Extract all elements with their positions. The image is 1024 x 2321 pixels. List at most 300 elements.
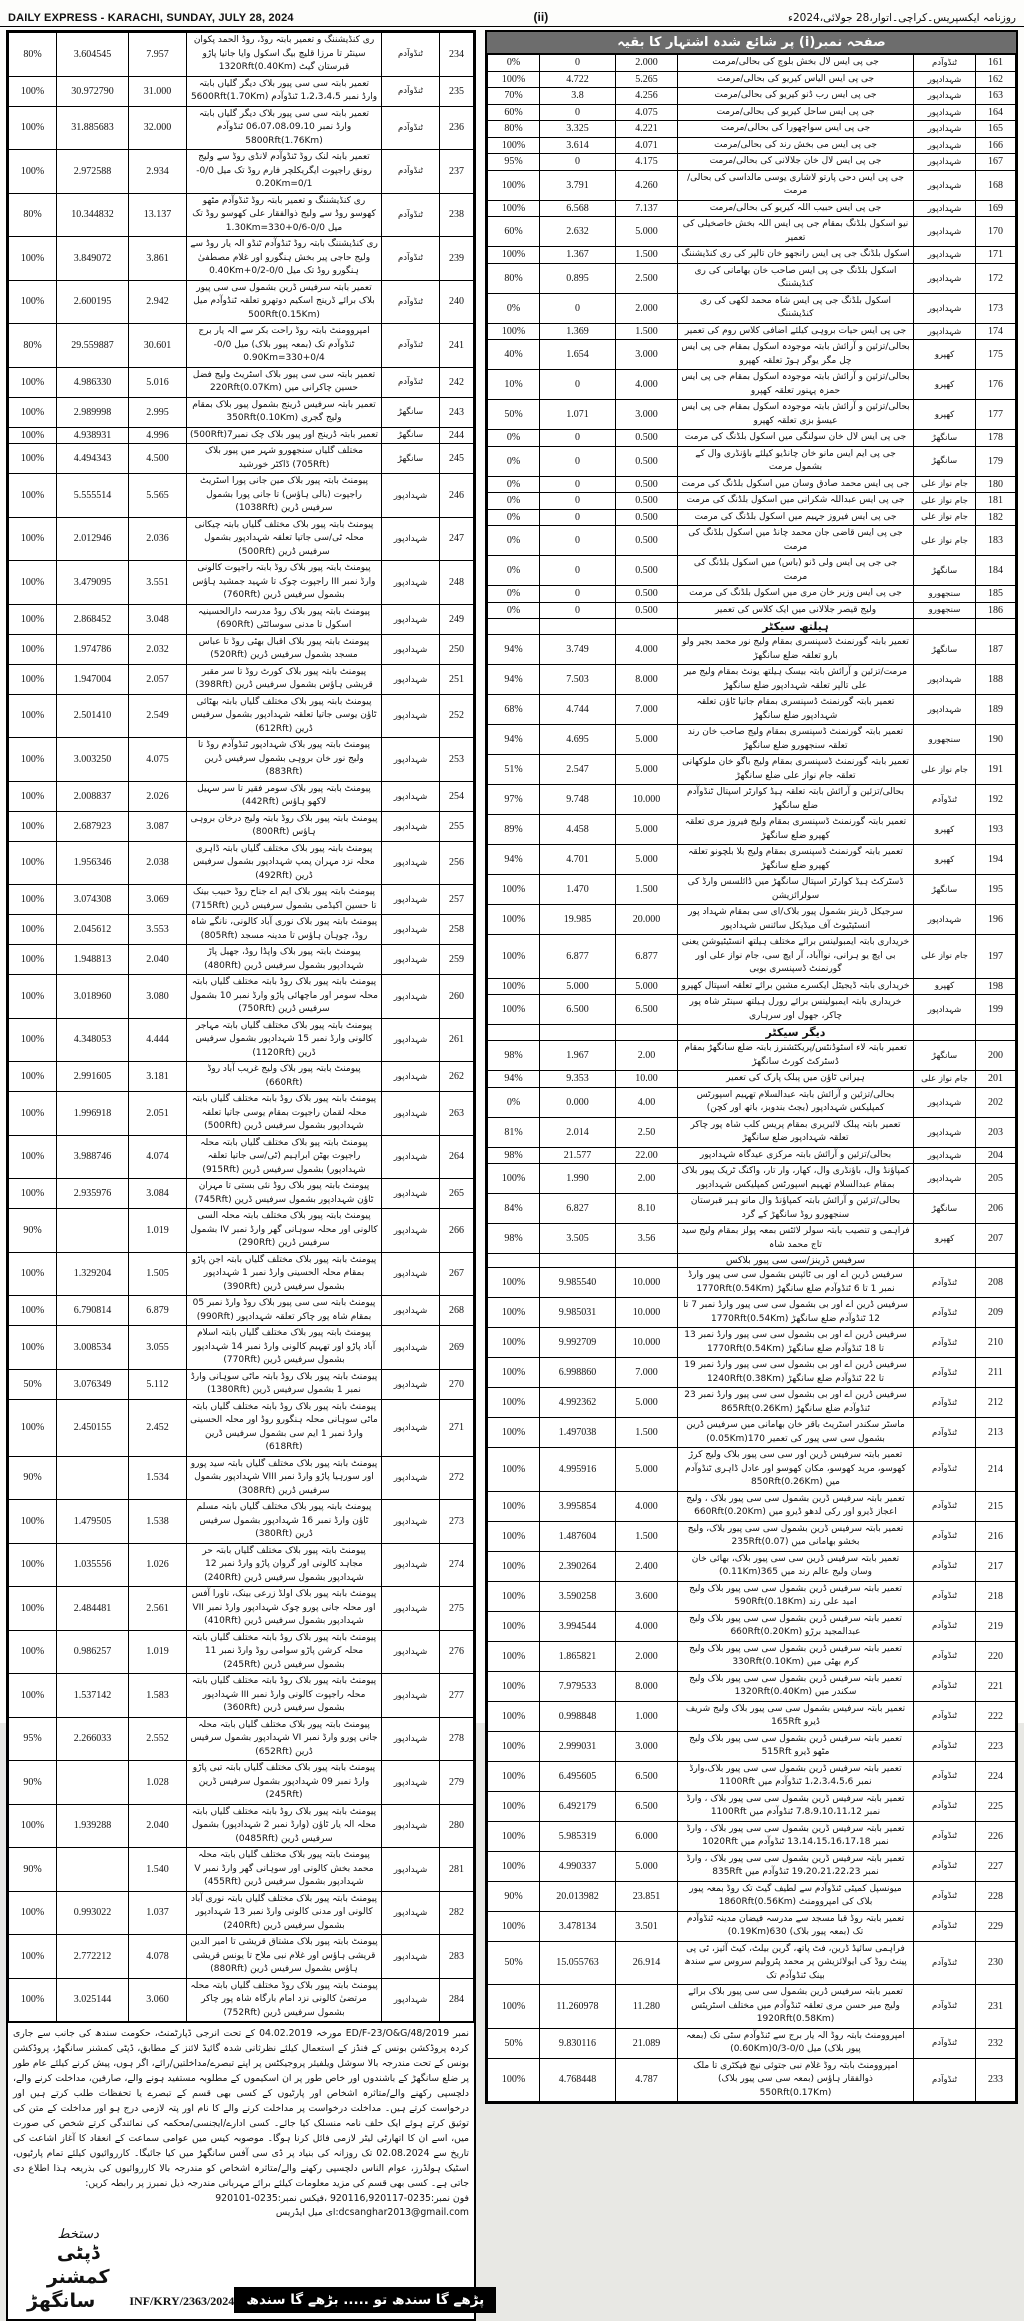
work-description: کمپاؤنڈ وال، باؤنڈری وال، کھار، وار تار، واکنگ ٹریک پیور بلاک بمقام عبدالسلام تھہیم اسپورٹس کمپلیکس شہدادپور — [678, 1164, 914, 1194]
taluka: ٹنڈوآدم — [914, 1448, 976, 1492]
work-description: تعمیر بابتہ سرفیس ڈرین بشمول سی سی پیور بلاک،وارڈ نمبر 1،2،3،4،5،6 ٹنڈوآدم میں 1100Rft — [678, 1761, 914, 1791]
taluka: جام نواز علی — [914, 476, 976, 493]
expenditure: 2.991605 — [57, 1062, 129, 1092]
progress-percent: 100% — [488, 1298, 540, 1328]
expenditure: 6.877 — [540, 935, 616, 979]
table-row — [488, 1448, 1016, 1492]
progress-percent: 100% — [9, 561, 57, 605]
serial-number: 164 — [976, 104, 1016, 121]
estimated-cost: 7.000 — [616, 1358, 678, 1388]
estimated-cost: 2.50 — [616, 1117, 678, 1147]
estimated-cost: 2.942 — [129, 280, 187, 324]
progress-percent: 50% — [488, 1941, 540, 1985]
expenditure: 3.8 — [540, 88, 616, 105]
estimated-cost: 8.000 — [616, 665, 678, 695]
work-description: جی پی ایس حیات بروہی کیلئے اضافی کلاس روم کی تعمیر — [678, 323, 914, 340]
expenditure: 0 — [540, 476, 616, 493]
expenditure: 3.478134 — [540, 1911, 616, 1941]
progress-percent: 100% — [488, 978, 540, 995]
expenditure: 2.266033 — [57, 1717, 129, 1761]
progress-percent: 100% — [9, 604, 57, 634]
taluka: شہدادپور — [382, 1135, 440, 1179]
work-description: تعمیر بابتہ سرفیس بشمول سی سی پیور بلاک ولیج شریف ڈیرو 165Rft — [678, 1701, 914, 1731]
section-title: دیگر سیکٹر — [678, 1025, 914, 1041]
table-row — [488, 370, 1016, 400]
estimated-cost: 5.000 — [616, 1448, 678, 1492]
progress-percent: 0% — [488, 556, 540, 586]
expenditure: 15.055763 — [540, 1941, 616, 1985]
work-description: تعمیر بابتہ لاء اسٹوڈنٹس/پریکٹشنرز بابتہ ضلع سانگھڑ بمقام ڈسٹرکٹ کورٹ سانگھڑ — [678, 1041, 914, 1071]
table-row — [488, 1641, 1016, 1671]
expenditure: 1.367 — [540, 247, 616, 264]
estimated-cost: 8.000 — [616, 1671, 678, 1701]
table-row — [488, 875, 1016, 905]
progress-percent: 0% — [488, 430, 540, 447]
table-row — [488, 725, 1016, 755]
progress-percent: 0% — [488, 55, 540, 72]
expenditure: 9.353 — [540, 1071, 616, 1088]
table-row — [9, 915, 474, 945]
taluka: سانگھڑ — [382, 427, 440, 444]
progress-percent: 100% — [9, 1326, 57, 1370]
progress-percent: 100% — [9, 150, 57, 194]
right-column — [485, 30, 1018, 2104]
work-description: سرفیس ڈرین اے اور بی بشمول سی سی پیور وارڈ نمبر 7 تا 12 ٹنڈوآدم ضلع سانگھڑ 1770Rft(0.54Km) — [678, 1298, 914, 1328]
table-row — [9, 664, 474, 694]
serial-number: 193 — [976, 815, 1016, 845]
expenditure: 0.993022 — [57, 1891, 129, 1935]
progress-percent: 100% — [488, 1911, 540, 1941]
work-description: سرفیس ڈرین اے اور بی بشمول سی سی پیور وارڈ نمبر 13 تا 18 ٹنڈوآدم ضلع سانگھڑ 1770Rft(0.54Km) — [678, 1328, 914, 1358]
expenditure: 3.074308 — [57, 885, 129, 915]
serial-number: 283 — [440, 1935, 474, 1979]
taluka: ٹنڈوآدم — [914, 1328, 976, 1358]
serial-number: 270 — [440, 1369, 474, 1399]
estimated-cost: 0.500 — [616, 602, 678, 619]
progress-percent: 100% — [488, 875, 540, 905]
table-row — [9, 1761, 474, 1805]
taluka: کھپرو — [914, 815, 976, 845]
progress-percent: 100% — [488, 1821, 540, 1851]
taluka: شہدادپور — [382, 1891, 440, 1935]
taluka: ٹنڈوآدم — [914, 1268, 976, 1298]
estimated-cost: 4.00 — [616, 1087, 678, 1117]
taluka: شہدادپور — [382, 1179, 440, 1209]
estimated-cost: 3.060 — [129, 1978, 187, 2022]
taluka: شہدادپور — [382, 1456, 440, 1500]
expenditure — [57, 1848, 129, 1892]
taluka: سانگھڑ — [914, 1041, 976, 1071]
serial-number: 267 — [440, 1252, 474, 1296]
expenditure: 10.344832 — [57, 193, 129, 237]
progress-percent: 50% — [488, 2028, 540, 2058]
serial-number: 211 — [976, 1358, 1016, 1388]
expenditure: 2.014 — [540, 1117, 616, 1147]
estimated-cost: 7.137 — [616, 200, 678, 217]
estimated-cost: 13.137 — [129, 193, 187, 237]
taluka: ٹنڈوآدم — [914, 1611, 976, 1641]
progress-percent: 84% — [488, 1194, 540, 1224]
serial-number: 265 — [440, 1179, 474, 1209]
expenditure: 9.985540 — [540, 1268, 616, 1298]
estimated-cost: 6.877 — [616, 935, 678, 979]
expenditure: 3.995854 — [540, 1491, 616, 1521]
empty-cell — [488, 1025, 540, 1041]
expenditure: 5.555514 — [57, 474, 129, 518]
taluka: شہدادپور — [914, 1087, 976, 1117]
work-description: تعمیر بابتہ گورنمنٹ ڈسپنسری بمقام ولیج باگو خان ملوکھانی تعلقہ جام نواز علی ضلع سانگھڑ — [678, 755, 914, 785]
taluka: شہدادپور — [914, 293, 976, 323]
table-row — [9, 1587, 474, 1631]
work-description: ماسٹر سکندر اسٹریٹ باقر خان بھامانی میں سرفیس ڈرین بشمول سی سی پیور کی تعمیر 170(0.05Km) — [678, 1418, 914, 1448]
progress-percent: 80% — [9, 193, 57, 237]
estimated-cost: 4.256 — [616, 88, 678, 105]
taluka: شہدادپور — [382, 1369, 440, 1399]
estimated-cost: 1.505 — [129, 1252, 187, 1296]
work-description: جی پی ایس قاضی جان محمد چانڈ میں اسکول بلڈنگ کی مرمت — [678, 526, 914, 556]
taluka: شہدادپور — [382, 781, 440, 811]
estimated-cost: 4.175 — [616, 154, 678, 171]
progress-percent: 94% — [488, 1071, 540, 1088]
serial-number: 190 — [976, 725, 1016, 755]
taluka: سانگھڑ — [914, 556, 976, 586]
estimated-cost: 3.501 — [616, 1911, 678, 1941]
progress-percent: 100% — [9, 634, 57, 664]
estimated-cost: 2.00 — [616, 1164, 678, 1194]
serial-number: 176 — [976, 370, 1016, 400]
taluka: ٹنڈوآدم — [914, 1985, 976, 2029]
progress-percent: 100% — [488, 1164, 540, 1194]
table-row — [488, 476, 1016, 493]
serial-number: 203 — [976, 1117, 1016, 1147]
table-row — [488, 695, 1016, 725]
table-row — [9, 1326, 474, 1370]
serial-number: 170 — [976, 217, 1016, 247]
work-description: فراہمی و تنصیب بابتہ سولر لائٹس بمعہ پولز بمقام ولیج سید تاج محمد شاہ — [678, 1224, 914, 1254]
work-description: تعمیر بابتہ سرفیس ڈرین بشمول سی سی پیور بلاک ، وارڈ نمبر 13،14،15،16،17،18 ٹنڈوآدم میں 1020Rft — [678, 1821, 914, 1851]
taluka: شہدادپور — [914, 263, 976, 293]
masthead-title-en: DAILY EXPRESS - KARACHI, SUNDAY, JULY 28, 2024 — [8, 12, 294, 24]
table-row — [488, 526, 1016, 556]
estimated-cost: 1.500 — [616, 1418, 678, 1448]
work-description: بحالی/تزئین و آرائش بابتہ عبدالسلام تھہیم اسپورٹس کمپلیکس شہدادپور (بجٹ بندوبز، باتھ اور کچن) — [678, 1087, 914, 1117]
taluka: کھپرو — [914, 400, 976, 430]
serial-number: 246 — [440, 474, 474, 518]
serial-number: 262 — [440, 1062, 474, 1092]
progress-percent: 94% — [488, 725, 540, 755]
empty-cell — [540, 619, 616, 635]
taluka: ٹنڈوآدم — [382, 280, 440, 324]
progress-percent: 10% — [488, 370, 540, 400]
serial-number: 214 — [976, 1448, 1016, 1492]
progress-percent: 100% — [9, 444, 57, 474]
estimated-cost: 6.000 — [616, 1821, 678, 1851]
serial-number: 192 — [976, 785, 1016, 815]
expenditure: 0 — [540, 154, 616, 171]
progress-percent: 100% — [9, 106, 57, 150]
progress-percent: 100% — [488, 1491, 540, 1521]
progress-percent: 100% — [488, 1641, 540, 1671]
expenditure: 19.985 — [540, 905, 616, 935]
estimated-cost: 7.000 — [616, 695, 678, 725]
progress-percent: 100% — [9, 885, 57, 915]
taluka: شہدادپور — [382, 1209, 440, 1253]
serial-number: 180 — [976, 476, 1016, 493]
progress-percent: 100% — [9, 1092, 57, 1136]
taluka: شہدادپور — [382, 604, 440, 634]
estimated-cost: 10.000 — [616, 1328, 678, 1358]
section-row — [488, 1025, 1016, 1041]
estimated-cost: 3.551 — [129, 561, 187, 605]
taluka: شہدادپور — [382, 1296, 440, 1326]
estimated-cost: 2.036 — [129, 517, 187, 561]
work-description: پیومنٹ بابتہ پیور بلاک مختلف گلیاں بابتہ تبی پاڑو وارڈ نمبر 09 شہدادپور بشمول سرفیس ڈرین (245Rft) — [187, 1761, 382, 1805]
estimated-cost: 0.500 — [616, 430, 678, 447]
table-row — [9, 106, 474, 150]
work-description: پیومنٹ بابتہ پیور بلاک مختلف گلیاں بابتہ محلہ محمد بخش کالونی اور سوہانی گھر وارڈ نمبر V شہدادپور بشمول سرفیس ڈرین (455Rft) — [187, 1848, 382, 1892]
progress-percent: 100% — [9, 1935, 57, 1979]
table-row — [9, 474, 474, 518]
expenditure: 2.632 — [540, 217, 616, 247]
expenditure: 0 — [540, 509, 616, 526]
expenditure: 9.830116 — [540, 2028, 616, 2058]
expenditure: 2.772212 — [57, 1935, 129, 1979]
serial-number: 244 — [440, 427, 474, 444]
expenditure: 3.849072 — [57, 237, 129, 281]
expenditure: 2.687923 — [57, 811, 129, 841]
expenditure: 1.967 — [540, 1041, 616, 1071]
taluka: ٹنڈوآدم — [914, 1911, 976, 1941]
expenditure: 4.938931 — [57, 427, 129, 444]
serial-number: 232 — [976, 2028, 1016, 2058]
table-row — [488, 2058, 1016, 2102]
table-row — [9, 1369, 474, 1399]
work-description: ری کنڈیشننگ بابتہ روڈ ٹنڈوآدم ٹنڈو الہ یار روڈ سے ولیج حاجی پیر بخش ہنگورو اور غلام مصطفیٰ ہنگورو روڈ تک میل 0/0-0/2+0.40Km — [187, 237, 382, 281]
expenditure: 9.985031 — [540, 1298, 616, 1328]
work-description: مرمت/تزئین و آرائش بابتہ بیسک ہیلتھ یونٹ بمقام ولیج میر علی تالپر تعلقہ شہدادپور ضلع سانگھڑ — [678, 665, 914, 695]
estimated-cost: 0.500 — [616, 556, 678, 586]
table-row — [488, 665, 1016, 695]
empty-cell — [540, 1254, 616, 1268]
estimated-cost: 1.037 — [129, 1891, 187, 1935]
progress-percent: 100% — [9, 811, 57, 841]
estimated-cost: 1.028 — [129, 1761, 187, 1805]
progress-percent: 100% — [9, 1399, 57, 1456]
expenditure: 2.501410 — [57, 694, 129, 738]
expenditure: 0 — [540, 586, 616, 603]
expenditure: 1.974786 — [57, 634, 129, 664]
table-row — [9, 1804, 474, 1848]
work-description: تعمیر بابتہ گورنمنٹ ڈسپنسری بمقام ولیج نور محمد بجیر ولو بارو تعلقہ ضلع سانگھڑ — [678, 635, 914, 665]
table-row — [488, 104, 1016, 121]
serial-number: 181 — [976, 493, 1016, 510]
expenditure: 6.568 — [540, 200, 616, 217]
estimated-cost: 1.026 — [129, 1543, 187, 1587]
table-row — [488, 1358, 1016, 1388]
work-description: تعمیر بابتہ گورنمنٹ ڈسپنسری بمقام ولیج صاحب خان رند تعلقہ سنجھورو ضلع سانگھڑ — [678, 725, 914, 755]
progress-percent: 100% — [9, 1978, 57, 2022]
serial-number: 183 — [976, 526, 1016, 556]
work-description: تعمیر بابتہ سرفیس ڈرین بشمول سی سی پیور بلاک ، وارڈ نمبر 19،20،21،22،23 ٹنڈوآدم میں 835Rft — [678, 1851, 914, 1881]
work-description: نیو اسکول بلڈنگ بمقام جی پی ایس اللہ بخش خاصخیلی کی تعمیر — [678, 217, 914, 247]
expenditure: 0.895 — [540, 263, 616, 293]
serial-number: 241 — [440, 324, 474, 368]
estimated-cost: 26.914 — [616, 1941, 678, 1985]
estimated-cost: 0.500 — [616, 509, 678, 526]
work-description: بحالی/تزئین و آرائش بابتہ مرکزی عیدگاہ شہدادپور — [678, 1147, 914, 1164]
taluka: شہدادپور — [914, 905, 976, 935]
masthead-title-ur: روزنامہ ایکسپریس۔کراچی۔اتوار،28 جولائی،2024ء — [788, 12, 1016, 24]
progress-percent: 100% — [9, 280, 57, 324]
progress-percent: 100% — [9, 1500, 57, 1544]
table-row — [9, 561, 474, 605]
estimated-cost: 1.500 — [616, 323, 678, 340]
progress-percent: 100% — [488, 1388, 540, 1418]
progress-percent: 100% — [9, 1179, 57, 1209]
expenditure: 3.604545 — [57, 33, 129, 77]
progress-percent: 68% — [488, 695, 540, 725]
serial-number: 163 — [976, 88, 1016, 105]
estimated-cost: 1.500 — [616, 1521, 678, 1551]
estimated-cost: 4.221 — [616, 121, 678, 138]
expenditure: 3.988746 — [57, 1135, 129, 1179]
estimated-cost: 3.048 — [129, 604, 187, 634]
expenditure: 4.348053 — [57, 1018, 129, 1062]
table-row — [488, 1087, 1016, 1117]
work-description: پیومنٹ بابتہ پیور بلاک روڈ بابتہ مختلف گلیاں بابتہ محلہ الہ یار ٹاؤن (وارڈ نمبر 2 شہدادپور) بشمول سرفیس ڈرین (0485Rft) — [187, 1804, 382, 1848]
progress-percent: 100% — [9, 1630, 57, 1674]
table-row — [488, 430, 1016, 447]
progress-percent: 100% — [488, 1448, 540, 1492]
expenditure: 4.992362 — [540, 1388, 616, 1418]
expenditure: 2.935976 — [57, 1179, 129, 1209]
progress-percent: 50% — [488, 400, 540, 430]
serial-number: 275 — [440, 1587, 474, 1631]
expenditure — [57, 1761, 129, 1805]
serial-number: 228 — [976, 1881, 1016, 1911]
table-row — [9, 367, 474, 397]
table-row — [488, 635, 1016, 665]
work-description: ری کنڈیشننگ و تعمیر بابتہ روڈ، روڈ الحمد پکوان سینٹر تا مرزا قلیچ بیگ اسکول وایا جاتیا پاڑو قبرستان گیٹ 1320Rft(0.40Km) — [187, 33, 382, 77]
serial-number: 204 — [976, 1147, 1016, 1164]
work-description: پیومنٹ بابتہ پیور بلاک روڈ بابتہ ولیج درخان بروہی ہاؤس (800Rft) — [187, 811, 382, 841]
work-description: پیومنٹ بابتہ پیور بلاک مختلف گلیاں بابتہ اجن پاڑو بمقام محلہ الحسینی وارڈ نمبر 1 شہدادپور بشمول سرفیس ڈرین (390Rft) — [187, 1252, 382, 1296]
progress-percent: 100% — [9, 237, 57, 281]
table-row — [488, 247, 1016, 264]
work-description: تعمیر بابتہ پبلک لائبریری بمقام پریس کلب شاہ پور چاکر تعلقہ شہدادپور ضلع سانگھڑ — [678, 1117, 914, 1147]
expenditure: 3.590258 — [540, 1581, 616, 1611]
serial-number: 227 — [976, 1851, 1016, 1881]
serial-number: 269 — [440, 1326, 474, 1370]
work-description: تعمیر بابتہ سرفیس ڈرین بشمول سی سی پیور بلاک ، ولیج اعجاز ڈیرو اور رکی لدھو ڈیرو میں 660Rft(0.20Km) — [678, 1491, 914, 1521]
taluka: شہدادپور — [382, 1399, 440, 1456]
taluka: ٹنڈوآدم — [914, 1358, 976, 1388]
taluka: ٹنڈوآدم — [914, 1671, 976, 1701]
serial-number: 221 — [976, 1671, 1016, 1701]
table-row — [488, 1521, 1016, 1551]
taluka: سنجھورو — [914, 586, 976, 603]
serial-number: 251 — [440, 664, 474, 694]
expenditure: 0.998848 — [540, 1701, 616, 1731]
expenditure: 3.505 — [540, 1224, 616, 1254]
progress-percent: 100% — [9, 1891, 57, 1935]
progress-percent: 90% — [9, 1209, 57, 1253]
work-description: جی پی ایس وزیر خان مری میں اسکول بلڈنگ کی مرمت — [678, 586, 914, 603]
table-row — [488, 400, 1016, 430]
serial-number: 215 — [976, 1491, 1016, 1521]
serial-number: 274 — [440, 1543, 474, 1587]
table-row — [488, 1147, 1016, 1164]
estimated-cost: 2.400 — [616, 1551, 678, 1581]
estimated-cost: 2.040 — [129, 1804, 187, 1848]
table-row — [9, 1209, 474, 1253]
empty-cell — [976, 619, 1016, 635]
work-description: پیومنٹ بابتہ پیور بلاک مختلف گلیاں بابتہ حر مجاہد کالونی اور گروان پاڑو وارڈ نمبر 12 شہدادپور بشمول سرفیس ڈرین (240Rft) — [187, 1543, 382, 1587]
taluka: شہدادپور — [382, 1935, 440, 1979]
table-row — [9, 694, 474, 738]
expenditure: 0 — [540, 556, 616, 586]
expenditure: 6.495605 — [540, 1761, 616, 1791]
table-row — [488, 1328, 1016, 1358]
progress-percent: 50% — [9, 1369, 57, 1399]
taluka: جام نواز علی — [914, 493, 976, 510]
taluka: ٹنڈوآدم — [382, 237, 440, 281]
estimated-cost: 8.10 — [616, 1194, 678, 1224]
work-description: تعمیر بابتہ ڈرینج اور پیور بلاک چک نمبر7(500Rft) — [187, 427, 382, 444]
expenditure: 2.012946 — [57, 517, 129, 561]
left-table — [8, 32, 474, 2022]
serial-number: 219 — [976, 1611, 1016, 1641]
serial-number: 282 — [440, 1891, 474, 1935]
serial-number: 172 — [976, 263, 1016, 293]
serial-number: 225 — [976, 1791, 1016, 1821]
serial-number: 273 — [440, 1500, 474, 1544]
table-row — [9, 1500, 474, 1544]
table-row — [488, 1551, 1016, 1581]
empty-cell — [976, 1025, 1016, 1041]
taluka: ٹنڈوآدم — [382, 367, 440, 397]
serial-number: 247 — [440, 517, 474, 561]
serial-number: 252 — [440, 694, 474, 738]
work-description: تعمیر بابتہ لنک روڈ ٹنڈوآدم لانڈی روڈ سے ولیج رونق راجپوت ایگریکلچر فارم روڈ تک میل 0/0-0/1=0.20Km — [187, 150, 382, 194]
public-notice-text: نمبر ED/F-23/O&G/48/2019 مورخہ 04.02.2019 کے تحت انرجی ڈپارٹمنٹ، حکومت سندھ کی جانب سے جاری کردہ پروڈکشن بونس کے فنڈز کے استعمال کیلئے نظرثانی شدہ گائیڈ لائنز کے مطابق، ڈپٹی کمشنر سانگھڑ، پروڈکشن بونس کے تحت مندرجہ بالا سوشل ویلفیئر پروجیکٹس پر اپنے تبصرے/مداخلتیں/رائے، اگر ہوں، پیش کرنے کیلئے عام طور پر ضلع سانگھڑ کے باشندوں اور خاص طور پر ان اسکیموں کے مطلوبہ مستفید ہونے والے، صارفین، مداخلت کرنے والے، دلچسپی رکھنے والے/متاثرہ اشخاص اور پارٹیوں کے کسی بھی قسم کے تبصرے یا تحفظات طلب کرتے ہیں اور درخواست کرتے ہیں۔ مداخلت درخواست پر مداخلت کرنے والے کا نام اور پتہ لازمی درج ہو اور مداخلت کے متن کی توثیق کرتے ہوئے ایک حلف نامہ منسلک کیا جائے۔ کسی ادارے/ایجنسی/محکمہ کی نمائندگی کرتے شخص کی صورت میں، اسے ان کا اتھارٹی لیٹر لازمی فائل کرنا ہوگا۔ موصوبہ کیس میں عوامی سماعت کے انعقاد کا آغاز اشاعت کی تاریخ سے 02.08.2024 تک روزانہ کی بنیاد پر ڈی سی آفس سانگھڑ میں کیا جائیگا۔ کارروائیوں کیلئے تمام پارٹیوں، اسٹیک ہولڈرز، عوام الناس دلچسپی رکھنے والے/متاثرہ اشخاص کو مندرجہ بالا کارروائیوں کی بذریعہ ہذا اطلاع دی جاتی ہے۔ کسی بھی قسم کی مزید معلومات کیلئے برائے مہربانی مندرجہ ذیل نمبرز پر رابطہ کریں: — [13, 2028, 469, 2190]
estimated-cost: 2.00 — [616, 1041, 678, 1071]
serial-number: 197 — [976, 935, 1016, 979]
expenditure: 1.071 — [540, 400, 616, 430]
taluka: شہدادپور — [914, 71, 976, 88]
progress-percent: 80% — [488, 121, 540, 138]
serial-number: 162 — [976, 71, 1016, 88]
progress-percent: 100% — [488, 995, 540, 1025]
serial-number: 259 — [440, 945, 474, 975]
progress-percent: 100% — [488, 1611, 540, 1641]
taluka: شہدادپور — [382, 664, 440, 694]
progress-percent: 100% — [9, 76, 57, 106]
expenditure: 4.722 — [540, 71, 616, 88]
table-row — [9, 1456, 474, 1500]
estimated-cost: 0.500 — [616, 476, 678, 493]
taluka: ٹنڈوآدم — [914, 1791, 976, 1821]
estimated-cost: 1.019 — [129, 1209, 187, 1253]
expenditure: 1.939288 — [57, 1804, 129, 1848]
progress-percent: 94% — [488, 845, 540, 875]
table-row — [488, 1791, 1016, 1821]
work-description: اسکول بلڈنگ جی پی ایس شاہ محمد لکھی کی ری کنڈیشننگ — [678, 293, 914, 323]
serial-number: 186 — [976, 602, 1016, 619]
expenditure: 4.990337 — [540, 1851, 616, 1881]
estimated-cost: 0.500 — [616, 446, 678, 476]
estimated-cost: 3.56 — [616, 1224, 678, 1254]
